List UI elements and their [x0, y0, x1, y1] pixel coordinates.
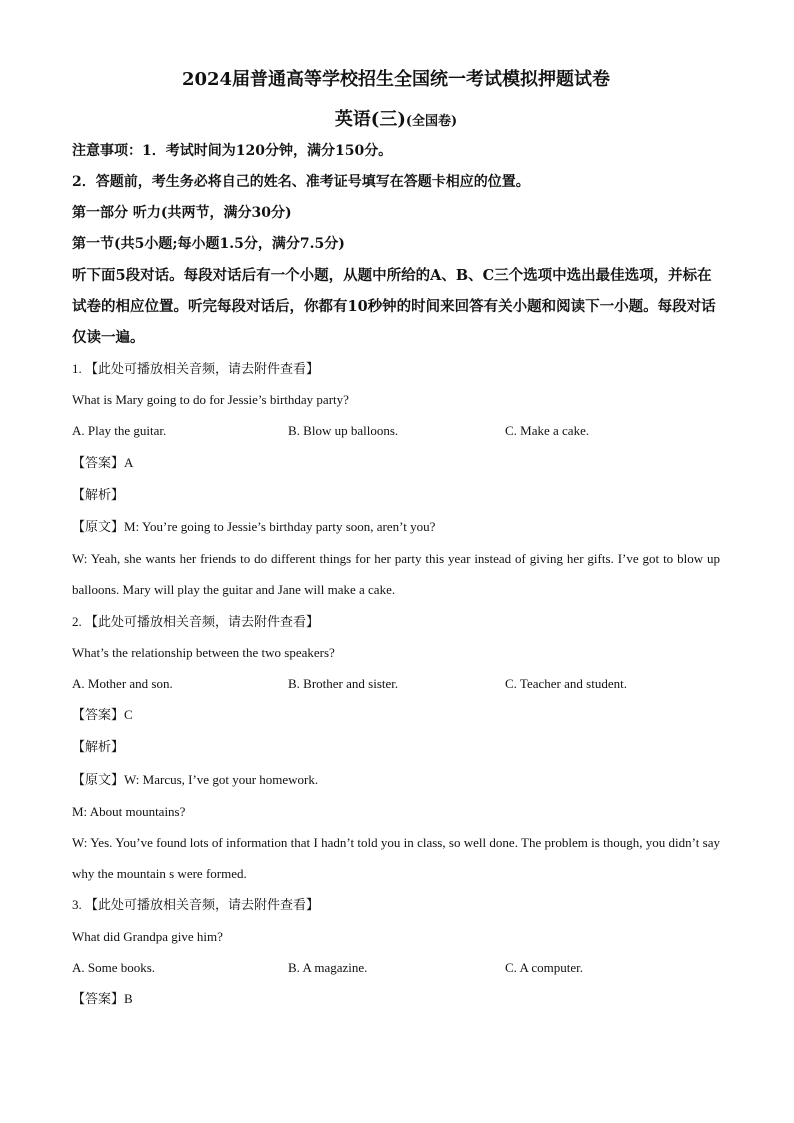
notes-line-1: 注意事项：1．考试时间为120分钟，满分150分。	[72, 143, 393, 159]
subsection-heading: 第一节(共5小题;每小题1.5分，满分7.5分)	[72, 236, 345, 252]
transcript-tag: 【原文】	[72, 772, 125, 788]
question-2-option-b: B. Brother and sister.	[288, 676, 399, 692]
question-2-option-c: C. Teacher and student.	[505, 676, 627, 692]
question-1-analysis	[72, 479, 720, 511]
answer-value: B	[124, 991, 133, 1007]
transcript-text: W: Marcus, I’ve got your homework.	[124, 771, 319, 787]
question-2-transcript-line-3: W: Yes. You’ve found lots of information that I hadn’t told you in class, so well done. The problem is though, you didn’t say why the mountain s were formed.	[72, 835, 720, 882]
question-1-option-b: B. Blow up balloons.	[288, 423, 399, 439]
subject-name: 英语(三)	[334, 109, 406, 130]
question-1-transcript-line-1	[72, 511, 720, 543]
exam-page	[72, 68, 720, 1015]
question-3-option-c: C. A computer.	[505, 959, 583, 975]
transcript-tag: 【原文】	[72, 520, 125, 535]
paper-type: (全国卷)	[405, 114, 458, 129]
question-1-transcript-line-2: W: Yeah, she wants her friends to do different things for her party this year instead of giving her gifts. I’ve got to blow up balloons. Mary will play the guitar and Jane will make a cake.	[72, 551, 720, 598]
exam-title: 2024届普通高等学校招生全国统一考试模拟押题试卷	[181, 69, 611, 90]
question-2-answer	[72, 699, 720, 731]
question-2-text: What’s the relationship between the two speakers?	[72, 644, 335, 660]
transcript-text: M: You’re going to Jessie’s birthday party soon, aren’t you?	[124, 519, 436, 534]
question-2-audio: 2. 【此处可播放相关音频，请去附件查看】	[72, 613, 320, 629]
question-3-answer	[72, 983, 720, 1015]
question-3-text: What did Grandpa give him?	[72, 928, 223, 944]
question-2-transcript-line-2: M: About mountains?	[72, 803, 186, 819]
question-1-option-c: C. Make a cake.	[505, 423, 590, 439]
question-1-option-a: A. Play the guitar.	[72, 423, 167, 439]
analysis-tag: 【解析】	[72, 740, 125, 756]
analysis-tag: 【解析】	[72, 487, 125, 503]
notes-line-2: 2．答题前，考生务必将自己的姓名、准考证号填写在答题卡相应的位置。	[72, 174, 530, 190]
answer-tag: 【答案】	[72, 708, 125, 724]
answer-value: A	[124, 454, 134, 470]
question-2-options	[72, 668, 720, 699]
answer-tag: 【答案】	[72, 992, 125, 1008]
section-instructions: 听下面5段对话。每段对话后有一个小题，从题中所给的A、B、C三个选项中选出最佳选项，并标在试卷的相应位置。听完每段对话后，你都有10秒钟的时间来回答有关小题和阅读下一小题。每段对话仅读一遍。	[72, 267, 716, 346]
question-2-transcript-line-1	[72, 764, 720, 796]
answer-tag: 【答案】	[72, 455, 125, 471]
question-2-option-a: A. Mother and son.	[72, 676, 173, 692]
question-3-options	[72, 952, 720, 983]
question-2-analysis	[72, 731, 720, 763]
question-3-option-a: A. Some books.	[72, 959, 156, 975]
question-1-answer	[72, 447, 720, 479]
question-1-audio: 1. 【此处可播放相关音频，请去附件查看】	[72, 361, 320, 376]
question-1-options	[72, 415, 720, 446]
question-1-text: What is Mary going to do for Jessie’s birthday party?	[72, 392, 349, 408]
exam-subject	[72, 108, 720, 134]
section-part-heading: 第一部分 听力(共两节，满分30分)	[72, 205, 292, 221]
question-3-audio: 3. 【此处可播放相关音频，请去附件查看】	[72, 897, 320, 913]
answer-value: C	[124, 707, 133, 723]
question-3-option-b: B. A magazine.	[288, 959, 368, 975]
